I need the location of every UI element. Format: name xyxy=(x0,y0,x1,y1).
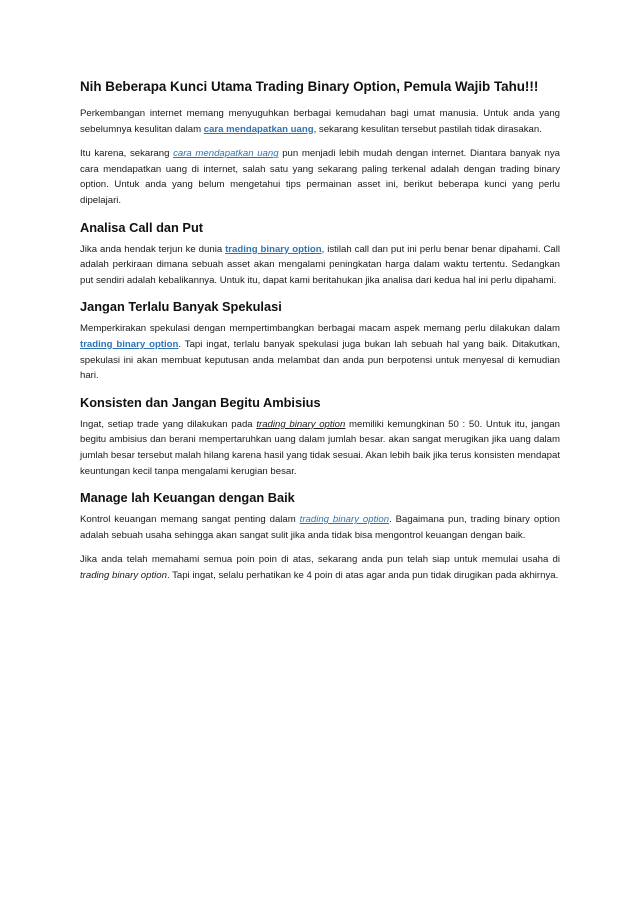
section-paragraph-keuangan: Kontrol keuangan memang sangat penting dalam trading binary option. Bagaimana pun, trading binary option adalah sebuah usaha sehingga akan sangat sulit jika anda tidak bisa mengontrol keuangan dengan baik. xyxy=(80,514,561,541)
link-trading-binary-option-4[interactable]: trading binary option xyxy=(299,514,390,526)
emphasis-trading-binary-option: trading binary option xyxy=(80,569,167,581)
closing-paragraph: Jika anda telah memahami semua poin poin di atas, sekarang anda pun telah siap untuk memulai usaha di trading binary option. Tapi ingat, selalu perhatikan ke 4 poin di atas agar anda pun tidak dirugikan pada akhirnya. xyxy=(80,554,560,581)
section-paragraph-analisa: Jika anda hendak terjun ke dunia trading binary option, istilah call dan put ini perlu benar benar dipahami. Call adalah perkiraan dimana sebuah asset akan mengalami peningkatan harga dalam waktu tertentu. Sedangkan put sendiri adalah kebalikannya. Untuk itu, dapat kami beritahukan jika analisa dari kedua hal ini perlu dipahami. xyxy=(80,243,561,286)
intro-paragraph-2: Itu karena, sekarang cara mendapatkan uang pun menjadi lebih mudah dengan internet. Diantara banyak nya cara mendapatkan uang di internet, salah satu yang sekarang paling terkenal adalah dengan trading binary option. Untuk anda yang belum mengetahui tips permainan asset ini, berikut beberapa kunci yang perlu dipelajari. xyxy=(80,148,560,206)
link-cara-mendapatkan-uang-1[interactable]: cara mendapatkan uang xyxy=(203,123,314,135)
section-heading-keuangan: Manage lah Keuangan dengan Baik xyxy=(80,490,295,506)
document-page xyxy=(80,78,560,592)
section-heading-konsisten: Konsisten dan Jangan Begitu Ambisius xyxy=(80,394,321,410)
section-heading-spekulasi: Jangan Terlalu Banyak Spekulasi xyxy=(80,299,282,315)
intro-paragraph-1: Perkembangan internet memang menyuguhkan berbagai kemudahan bagi umat manusia. Untuk anda yang sebelumnya kesulitan dalam cara mendapatkan uang, sekarang kesulitan tersebut pastilah tidak dirasakan. xyxy=(80,108,560,135)
link-trading-binary-option-1[interactable]: trading binary option xyxy=(225,243,322,255)
section-paragraph-spekulasi: Memperkirakan spekulasi dengan mempertimbangkan berbagai macam aspek memang perlu dilakukan dalam trading binary option. Tapi ingat, terlalu banyak spekulasi juga bukan lah sebuah hal yang baik. Ditakutkan, spekulasi ini akan membuat keputusan anda melambat dan anda pun berpotensi untuk menyesal di kemudian hari. xyxy=(80,323,560,382)
section-heading-analisa: Analisa Call dan Put xyxy=(80,219,204,235)
link-trading-binary-option-3[interactable]: trading binary option xyxy=(256,418,346,430)
link-cara-mendapatkan-uang-2[interactable]: cara mendapatkan uang xyxy=(173,148,279,160)
link-trading-binary-option-2[interactable]: trading binary option xyxy=(80,338,179,350)
document-title: Nih Beberapa Kunci Utama Trading Binary Option, Pemula Wajib Tahu!!! xyxy=(80,79,539,94)
section-paragraph-konsisten: Ingat, setiap trade yang dilakukan pada trading binary option memiliki kemungkinan 50 : 50. Untuk itu, jangan begitu ambisius dan berani mempertaruhkan uang dalam jumlah besar. akan sangat merugikan jika uang dalam jumlah besar tersebut malah hilang karena hasil yang tidak sesuai. Akan lebih baik jika terus konsisten mendapat keuntungan kecil tanpa mengalami kerugian besar. xyxy=(80,418,560,477)
